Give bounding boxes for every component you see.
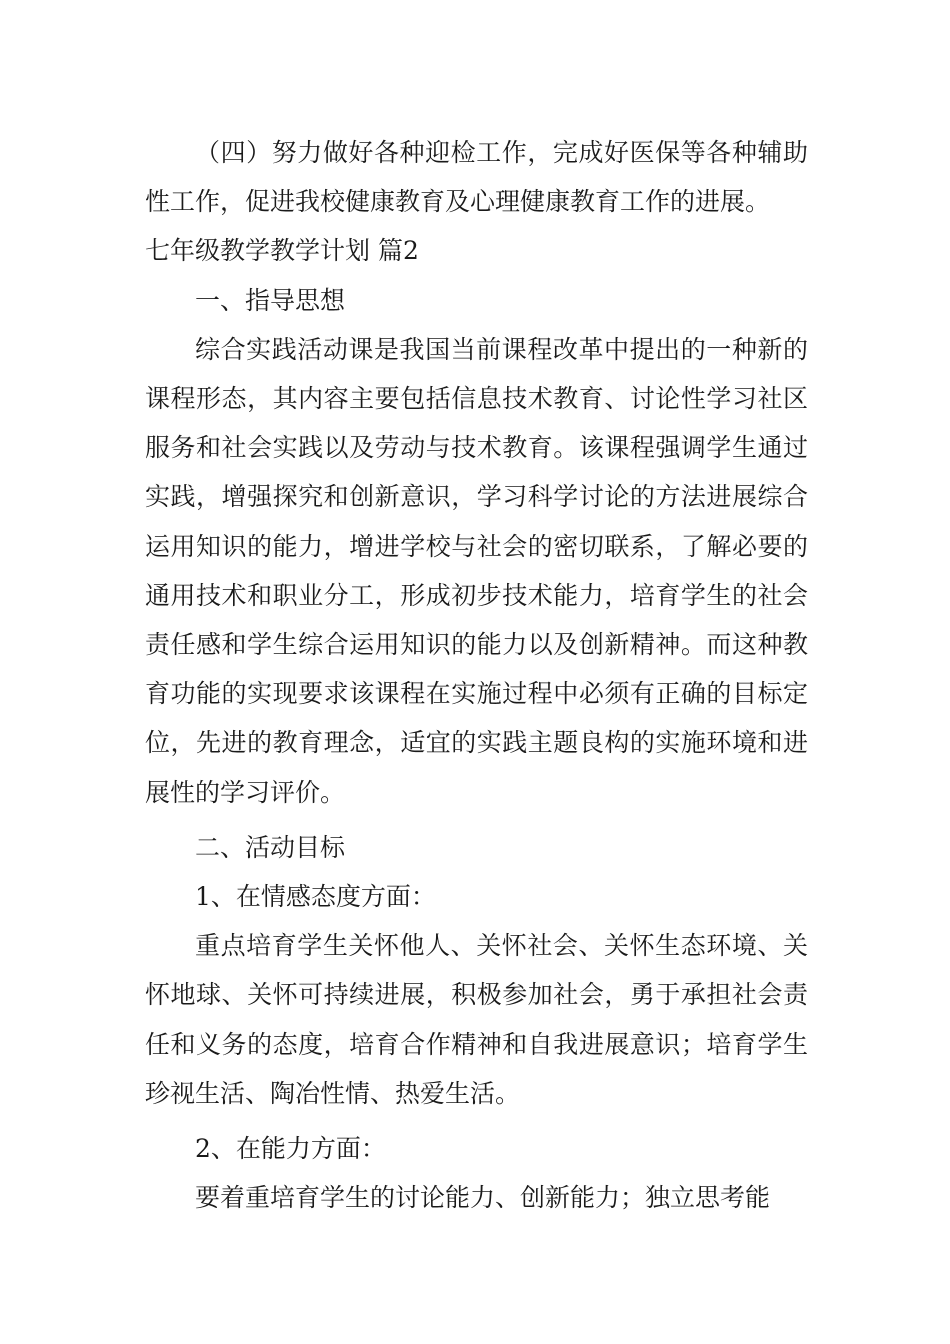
heading-guiding-thought: 一、指导思想: [195, 285, 346, 315]
heading-emotion-attitude: 1、在情感态度方面：: [195, 882, 436, 912]
paragraph-ability: 要着重培育学生的讨论能力、创新能力；独立思考能: [195, 1183, 771, 1213]
paragraph-guiding-thought: 综合实践活动课是我国当前课程改革中提出的一种新的课程形态，其内容主要包括信息技术教育、讨论性学习社区服务和社会实践以及劳动与技术教育。该课程强调学生通过实践，增强探究和创新意识，学习科学讨论的方法进展综合运用知识的能力，增进学校与社会的密切联系，了解必要的通用技术和职业分工，形成初步技术能力，培育学生的社会责任感和学生综合运用知识的能力以及创新精神。而这种教育功能的实现要求该课程在实施过程中必须有正确的目标定位，先进的教育理念，适宜的实践主题良构的实施环境和进展性的学习评价。: [145, 334, 808, 807]
paragraph-section-four: （四）努力做好各种迎检工作，完成好医保等各种辅助性工作，促进我校健康教育及心理健康教育工作的进展。: [145, 138, 808, 217]
heading-plan-part-2: 七年级教学教学计划 篇2: [145, 236, 419, 266]
document-body: [145, 128, 808, 1222]
heading-activity-goals: 二、活动目标: [195, 832, 346, 862]
paragraph-emotion-attitude: 重点培育学生关怀他人、关怀社会、关怀生态环境、关怀地球、关怀可持续进展，积极参加社会，勇于承担社会责任和义务的态度，培育合作精神和自我进展意识；培育学生珍视生活、陶冶性情、热爱生活。: [145, 931, 808, 1108]
heading-ability: 2、在能力方面：: [195, 1134, 386, 1164]
